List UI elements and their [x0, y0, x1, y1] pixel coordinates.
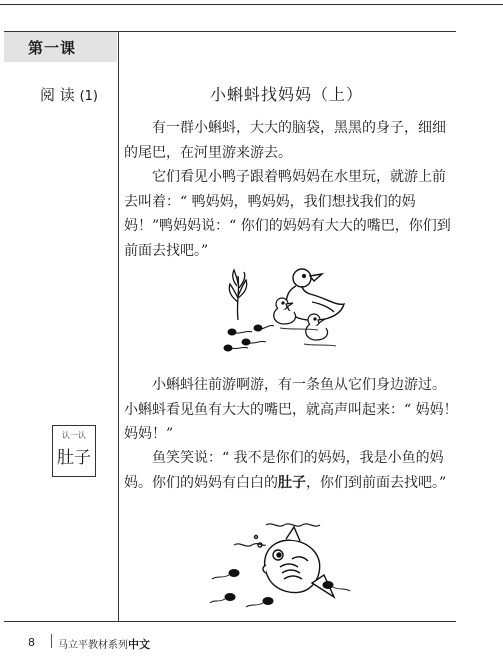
fish	[255, 527, 335, 597]
top-rule	[0, 4, 503, 5]
paragraph-4	[124, 446, 459, 495]
paragraph-1: 有一群小蝌蚪，大大的脑袋，黑黑的身子，细细的尾巴，在河里游来游去。	[124, 120, 446, 161]
duck-family-illustration	[218, 262, 358, 352]
footer-subject: 中文	[128, 638, 150, 651]
section-heading	[40, 84, 98, 105]
story-title: 小蝌蚪找妈妈（上）	[210, 85, 364, 104]
footer-series-name: 马立平教材系列	[58, 640, 128, 651]
duckling-2	[306, 314, 328, 340]
paragraph-2: 它们看见小鸭子跟着鸭妈妈在水里玩，就游上前去叫着：“ 鸭妈妈，鸭妈妈，我们想找我们的妈妈！”鸭妈妈说：“ 你们的妈妈有大大的嘴巴，你们到前面去找吧。”	[124, 169, 451, 259]
lesson-tab	[4, 32, 117, 62]
vocab-small-label: 认一认	[62, 431, 86, 440]
lesson-label: 第一课	[28, 38, 77, 57]
footer-separator	[51, 634, 52, 648]
paragraph-4-text-a: 鱼笑笑说：“ 我不是你们的妈妈，我是小鱼的妈妈。你们的妈妈有白白的	[124, 450, 444, 491]
section-number: (1)	[79, 89, 98, 104]
tadpoles-group-1	[224, 325, 274, 351]
vocab-word: 肚子	[57, 448, 91, 468]
fish-illustration	[208, 515, 358, 615]
water-plant	[229, 270, 246, 320]
page-number: 8	[28, 636, 35, 649]
frame-bottom-line	[4, 621, 456, 622]
footer-series	[58, 636, 150, 652]
paragraph-3: 小蝌蚪往前游啊游，有一条鱼从它们身边游过。小蝌蚪看见鱼有大大的嘴巴，就高声叫起来：“ 妈妈！妈妈！”	[124, 377, 458, 442]
vocab-box	[52, 425, 96, 477]
paragraph-4-bold-word: 肚子	[278, 474, 306, 491]
mother-duck	[287, 269, 345, 320]
frame-divider-line	[118, 31, 119, 621]
duckling-1	[274, 298, 296, 324]
paragraph-4-text-b: ，你们到前面去找吧。”	[306, 474, 447, 491]
section-label: 阅 读	[40, 86, 75, 104]
